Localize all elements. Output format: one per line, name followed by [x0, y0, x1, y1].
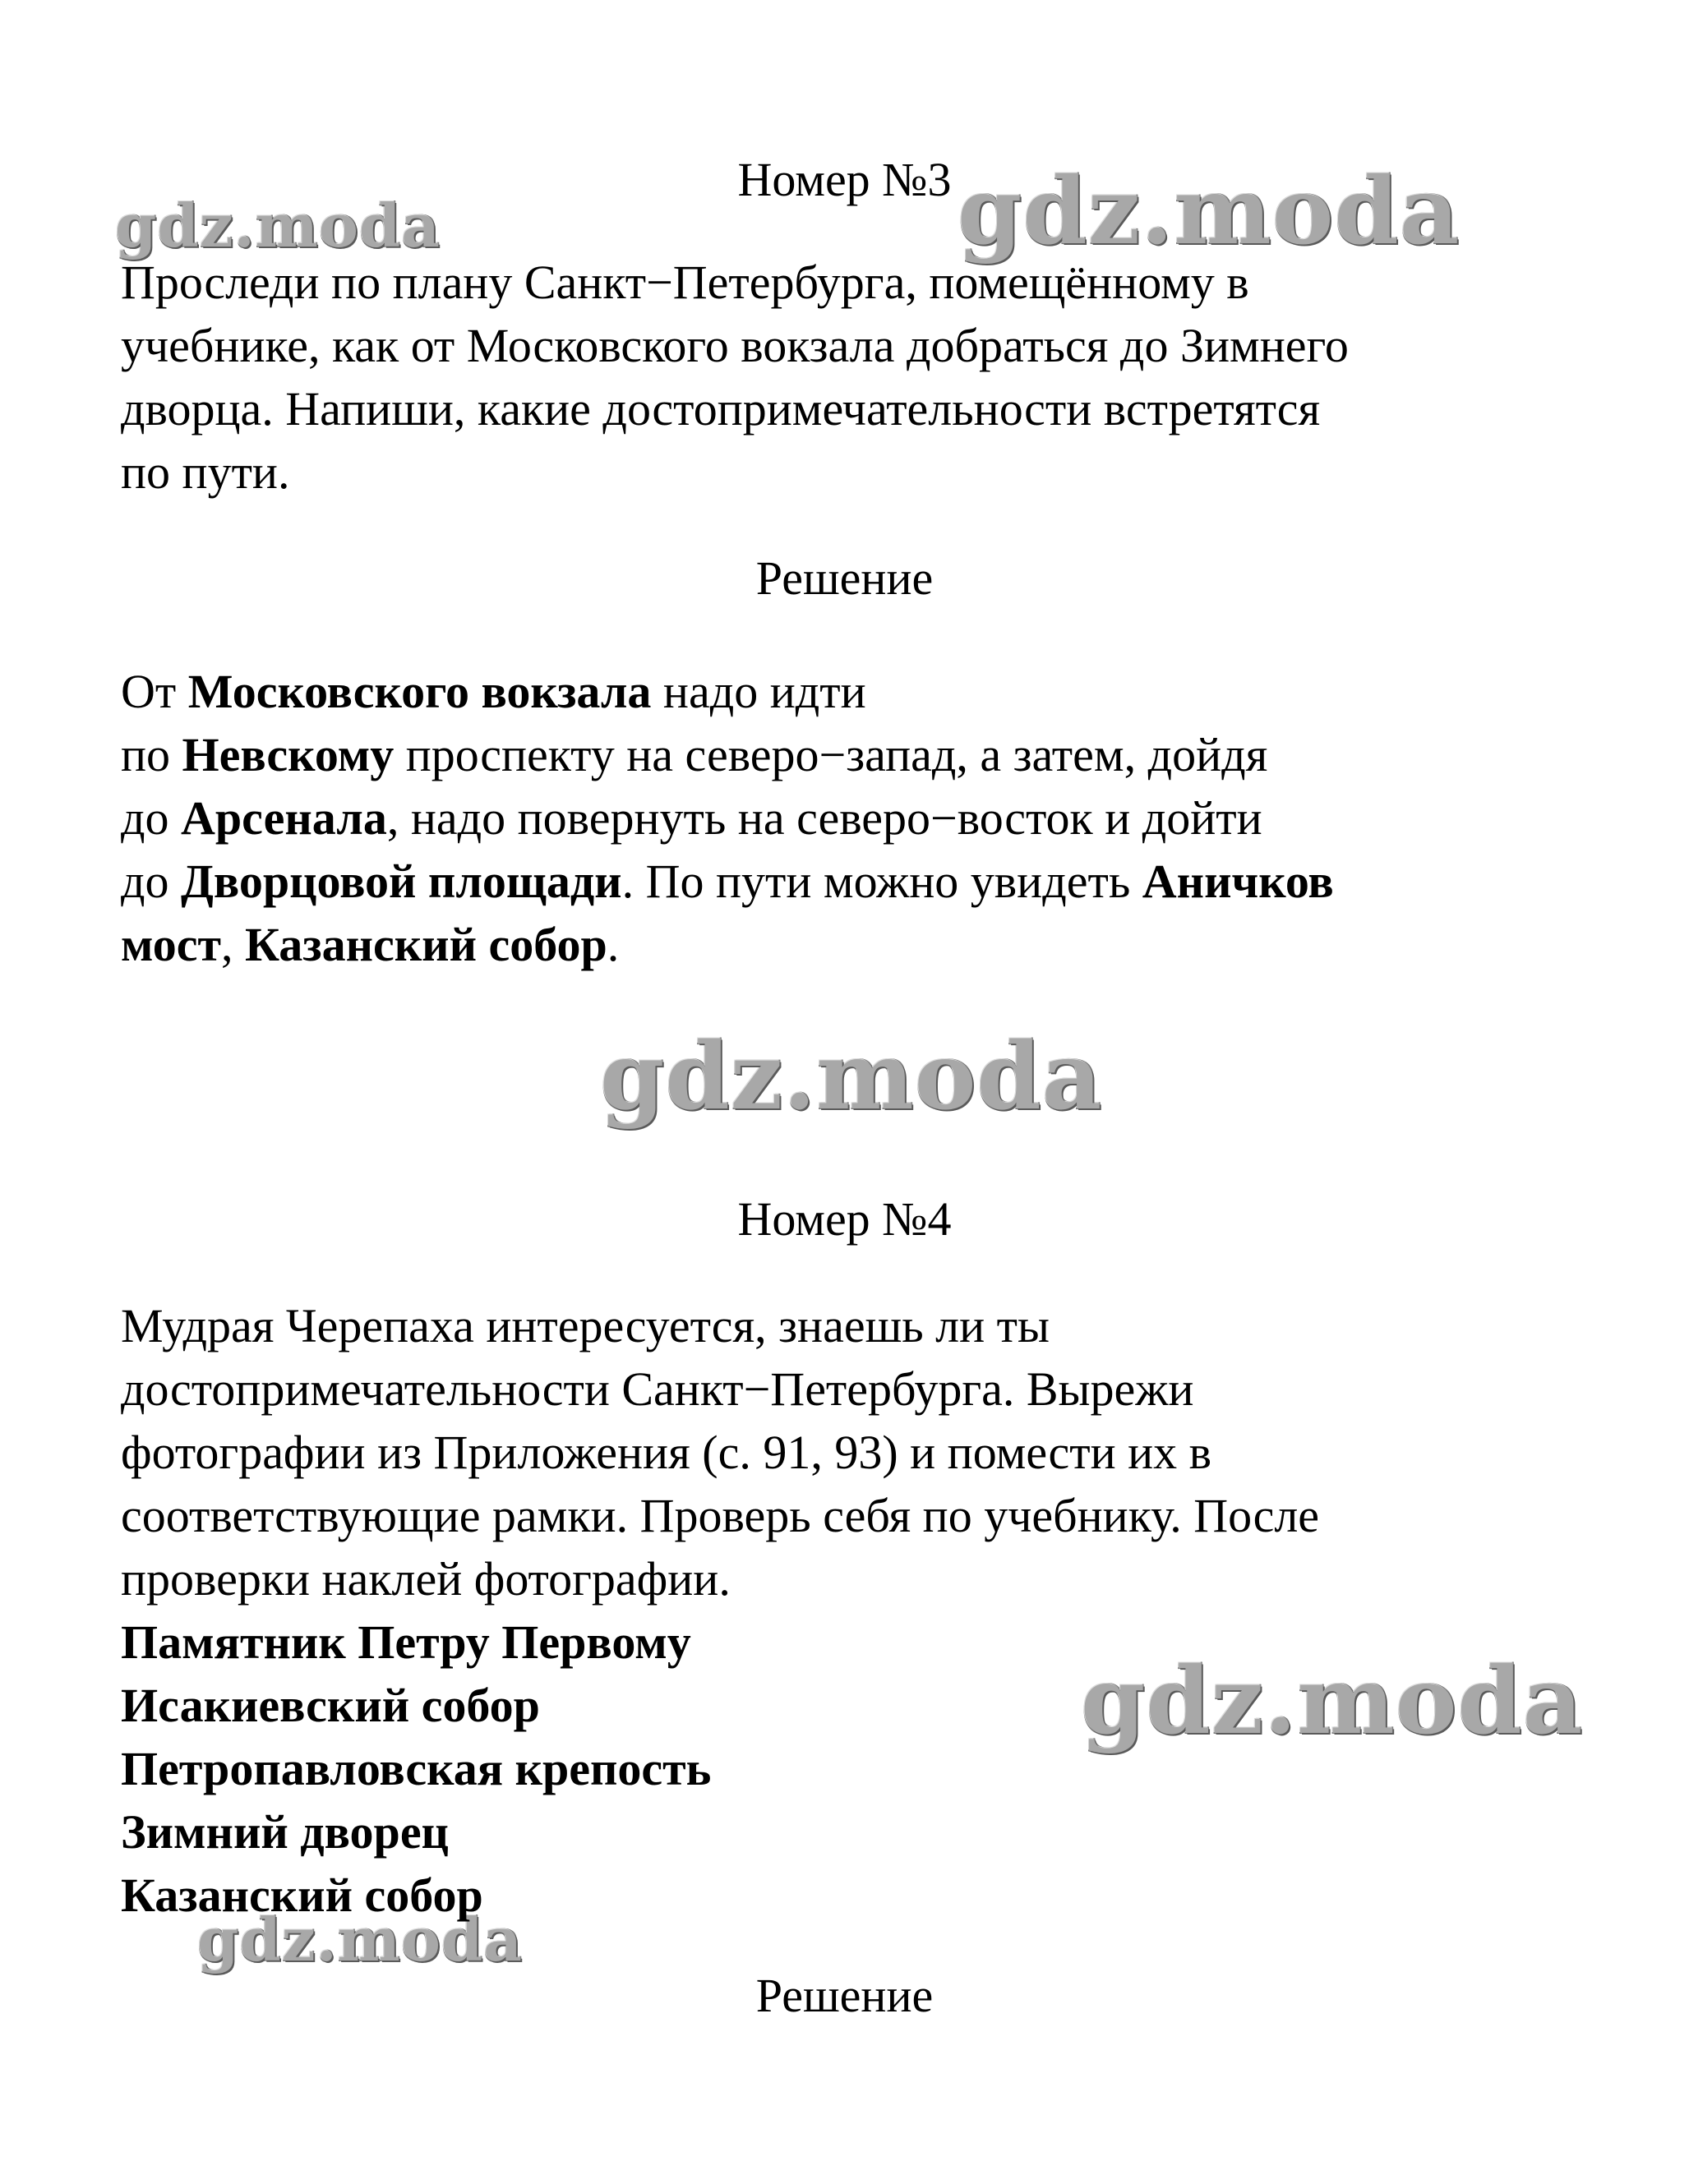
watermark-logo-5: gdz.moda: [197, 1905, 523, 1974]
answer-text: От: [121, 665, 188, 718]
task4-question-line-3: фотографии из Приложения (с. 91, 93) и помести их в: [121, 1426, 1212, 1479]
watermark-logo-3: gdz.moda: [600, 1023, 1103, 1131]
landmark-item: Памятник Петру Первому: [121, 1615, 691, 1669]
task3-answer-line-1: [121, 660, 866, 724]
answer-text: до: [121, 791, 182, 845]
landmark-item: Зимний дворец: [121, 1805, 449, 1859]
answer-text: надо идти: [651, 665, 866, 718]
task4-solution-heading: Решение: [755, 1969, 934, 2022]
task3-answer-line-5: [121, 913, 619, 977]
task3-question-line-4: по пути.: [121, 445, 290, 499]
watermark-logo-1: gdz.moda: [115, 191, 441, 260]
answer-text: ,: [220, 918, 245, 971]
task3-solution-heading: Решение: [755, 551, 934, 605]
landmark-item: Исакиевский собор: [121, 1679, 540, 1732]
landmark-item: Петропавловская крепость: [121, 1742, 712, 1795]
answer-text: . По пути можно увидеть: [621, 855, 1142, 908]
watermark-logo-4: gdz.moda: [1081, 1647, 1584, 1755]
task4-question-line-5: проверки наклей фотографии.: [121, 1552, 731, 1606]
answer-text: .: [607, 918, 620, 971]
task3-question-line-2: учебнике, как от Московского вокзала добраться до Зимнего: [121, 319, 1349, 372]
task3-answer-line-4: [121, 850, 1334, 914]
answer-highlight: Казанский собор: [244, 918, 607, 971]
watermark-logo-2: gdz.moda: [958, 158, 1461, 265]
answer-highlight: Аничков: [1142, 855, 1334, 908]
answer-text: , надо повернуть на северо−восток и дойти: [386, 791, 1262, 845]
landmark-item: Казанский собор: [121, 1868, 483, 1922]
task4-question-line-1: Мудрая Черепаха интересуется, знаешь ли ты: [121, 1299, 1050, 1352]
task3-question-line-3: дворца. Напиши, какие достопримечательности встретятся: [121, 382, 1321, 435]
answer-highlight: Арсенала: [181, 791, 387, 845]
answer-text: по: [121, 728, 182, 781]
answer-text: до: [121, 855, 182, 908]
task3-answer-line-3: [121, 786, 1262, 850]
answer-text: проспекту на северо−запад, а затем, дойдя: [394, 728, 1268, 781]
task4-title: Номер №4: [737, 1192, 952, 1246]
answer-highlight: мост: [121, 918, 221, 971]
answer-highlight: Невскому: [182, 728, 395, 781]
answer-highlight: Дворцовой площади: [181, 855, 622, 908]
task3-question-line-1: Проследи по плану Санкт−Петербурга, помещённому в: [121, 256, 1249, 309]
task3-title: Номер №3: [737, 153, 952, 206]
task3-answer-line-2: [121, 723, 1267, 787]
answer-highlight: Московского вокзала: [187, 665, 652, 718]
task4-question-line-4: соответствующие рамки. Проверь себя по учебнику. После: [121, 1489, 1320, 1542]
task4-question-line-2: достопримечательности Санкт−Петербурга. Вырежи: [121, 1362, 1194, 1416]
